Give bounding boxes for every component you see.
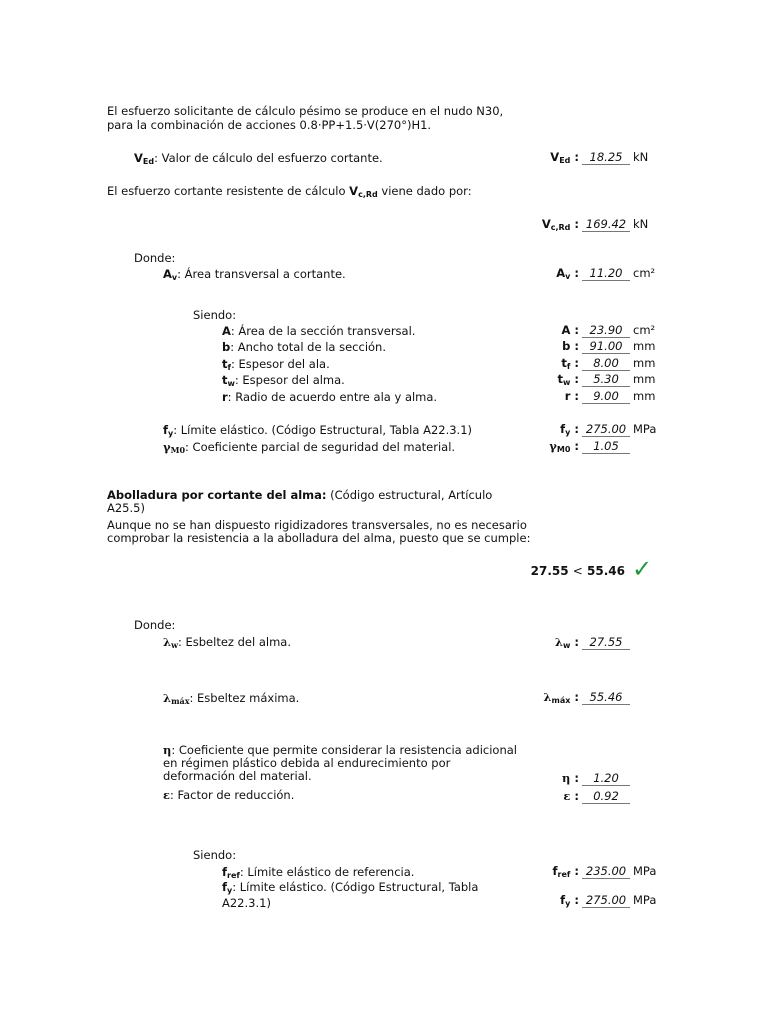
gm0-result-symbol: $\gamma_{M0}$ :: [549, 439, 579, 454]
abolladura-heading: Abolladura por cortante del alma: (Código estructural, Artículo A25.5): [107, 488, 493, 515]
check-operator: <: [572, 564, 583, 578]
ved-unit: kN: [633, 150, 649, 164]
fy-result-symbol: $f_y$ :: [560, 422, 579, 437]
lw-description: $\lambda_w$: Esbeltez del alma.: [163, 635, 291, 650]
lw-result-symbol: $\lambda_w$ :: [554, 635, 579, 650]
ved-result-symbol: $V_{Ed}$ :: [550, 150, 579, 165]
eta-value: 1.20: [582, 772, 630, 786]
fy-description: $f_y$: Límite elástico. (Código Estructural, Tabla A22.3.1): [163, 423, 473, 438]
lw-value: 27.55: [582, 636, 630, 650]
av-unit: cm²: [633, 266, 656, 280]
ved-value: 18.25: [582, 151, 630, 165]
param-value: 9.00: [582, 390, 630, 404]
ved-symbol: $V_{Ed}$: [134, 151, 155, 166]
fy-unit: MPa: [633, 422, 657, 436]
param-value: 91.00: [582, 340, 630, 354]
donde-label-1: Donde:: [134, 251, 176, 265]
av-result-symbol: $A_v$ :: [556, 266, 579, 281]
eta-result-symbol: η :: [562, 771, 579, 785]
gm0-description: $\gamma_{M0}$: Coeficiente parcial de seguridad del material.: [163, 440, 456, 455]
check-rhs: 55.46: [587, 564, 625, 578]
param-value: 8.00: [582, 357, 630, 371]
param-value: 23.90: [582, 324, 630, 338]
lmax-description: $\lambda_{máx}$: Esbeltez máxima.: [163, 691, 300, 706]
check-icon: ✓: [632, 555, 653, 583]
eps-value: 0.92: [582, 790, 630, 804]
fy2-description: $f_y$: Límite elástico. (Código Estructural, Tabla A22.3.1): [222, 880, 479, 910]
intro-line-1: El esfuerzo solicitante de cálculo pésimo se produce en el nudo N30,: [107, 104, 504, 118]
fy2-result-symbol: $f_y$ :: [560, 893, 579, 908]
av-description: $A_v$: Área transversal a cortante.: [163, 267, 346, 282]
check-lhs: 27.55: [530, 564, 569, 578]
fy2-value: 275.00: [582, 894, 630, 908]
siendo-label-2: Siendo:: [193, 848, 237, 862]
vcrd-value: 169.42: [582, 218, 630, 232]
param-value: 5.30: [582, 373, 630, 387]
abolladura-text: Aunque no se han dispuesto rigidizadores transversales, no es necesario comprobar la resistencia a la abolladura del alma, puesto que se cumple:: [107, 518, 531, 545]
abolladura-check-expression: [531, 564, 625, 578]
eta-description: η: Coeficiente que permite considerar la resistencia adicional en régimen plástico debida al endurecimiento por deformación del material.: [163, 743, 517, 783]
av-value: 11.20: [582, 267, 630, 281]
lmax-result-symbol: $\lambda_{máx}$ :: [543, 690, 579, 705]
vcrd-symbol: $V_{c,Rd}$ :: [541, 217, 579, 232]
intro-line-2: para la combinación de acciones 0.8·PP+1.5·V(270°)H1.: [107, 118, 432, 132]
fref-value: 235.00: [582, 865, 630, 879]
eps-description: ε: Factor de reducción.: [163, 788, 295, 802]
lmax-value: 55.46: [582, 691, 630, 705]
donde-label-2: Donde:: [134, 618, 176, 632]
ved-description: $V_{Ed}$: Valor de cálculo del esfuerzo cortante.: [134, 151, 383, 166]
fref-description: $f_{ref}$: Límite elástico de referencia.: [222, 865, 415, 880]
resist-intro: El esfuerzo cortante resistente de cálculo $V_{c,Rd}$ viene dado por:: [107, 184, 472, 199]
siendo-label-1: Siendo:: [193, 308, 237, 322]
fref-result-symbol: $f_{ref}$ :: [552, 864, 579, 879]
fy2-unit: MPa: [633, 893, 657, 907]
fref-unit: MPa: [633, 864, 657, 878]
vcrd-unit: kN: [633, 217, 649, 231]
fy-value: 275.00: [582, 423, 630, 437]
gm0-value: 1.05: [582, 440, 630, 454]
eps-result-symbol: ε :: [563, 789, 579, 803]
